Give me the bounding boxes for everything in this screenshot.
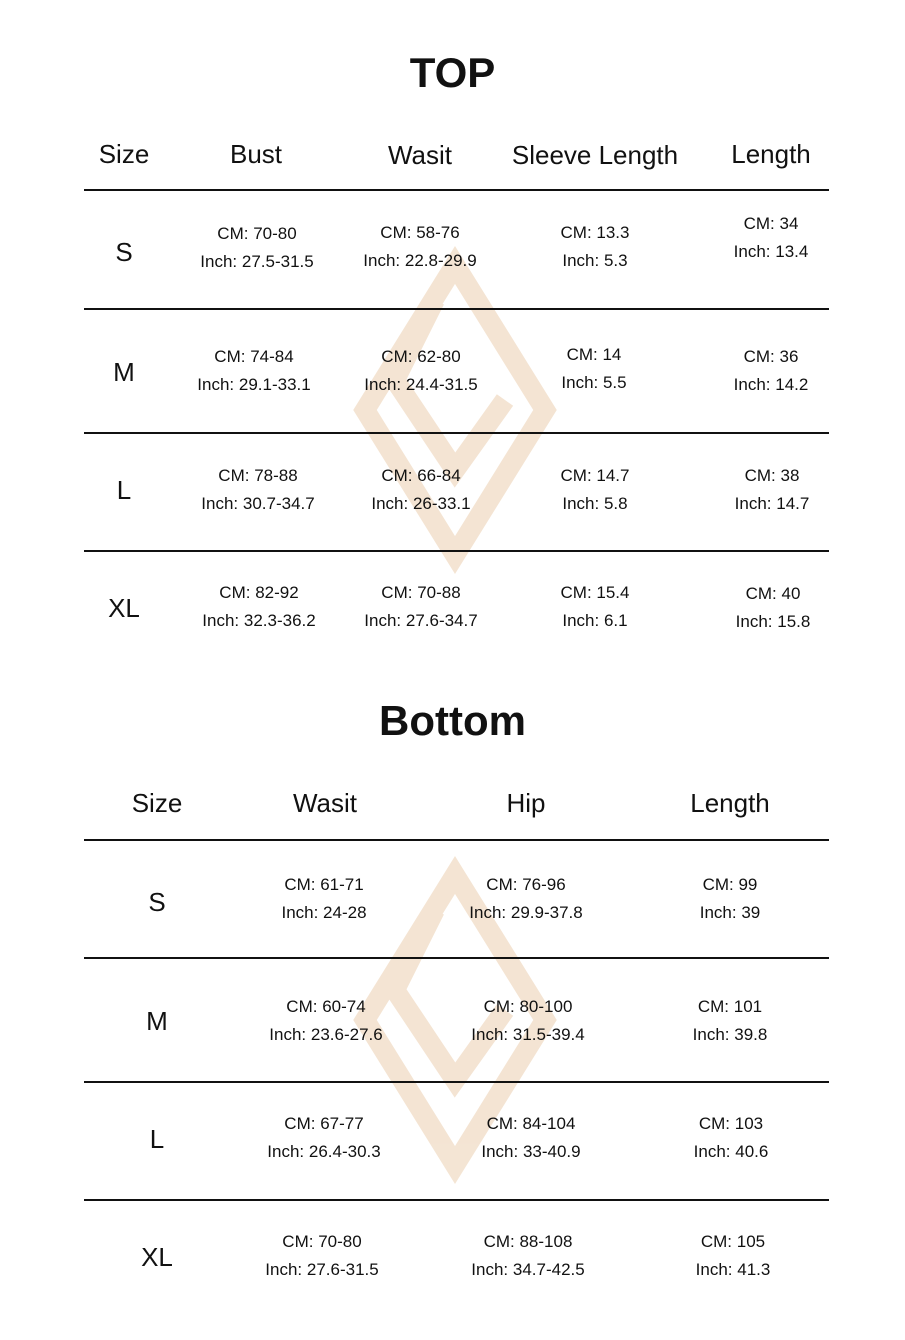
top-row-m-sleeve: CM: 14 Inch: 5.5 (561, 345, 627, 392)
bottom-row-divider (84, 957, 829, 959)
top-section-title: TOP (409, 49, 496, 96)
bottom-row-s-size: S (148, 887, 166, 917)
bottom-header-hip: Hip (506, 788, 546, 818)
top-header-waist: Wasit (387, 140, 453, 170)
top-row-l-length: CM: 38 Inch: 14.7 (734, 466, 810, 513)
top-header-bust: Bust (229, 139, 283, 169)
top-row-divider (84, 432, 829, 434)
top-row-m-waist: CM: 62-80 Inch: 24.4-31.5 (364, 347, 478, 394)
top-header-divider (84, 189, 829, 191)
bottom-row-m-size: M (146, 1006, 168, 1036)
top-header-size: Size (98, 139, 150, 169)
bottom-row-divider (84, 1081, 829, 1083)
bottom-row-l-size: L (149, 1124, 165, 1154)
bottom-header-waist: Wasit (292, 788, 358, 818)
top-header-length: Length (731, 139, 811, 169)
top-row-l-bust: CM: 78-88 Inch: 30.7-34.7 (201, 466, 315, 513)
bottom-row-xl-waist: CM: 70-80 Inch: 27.6-31.5 (265, 1232, 379, 1279)
top-row-xl-waist: CM: 70-88 Inch: 27.6-34.7 (364, 583, 478, 630)
bottom-row-m-length: CM: 101 Inch: 39.8 (692, 997, 768, 1044)
bottom-row-xl-length: CM: 105 Inch: 41.3 (695, 1232, 771, 1279)
top-row-s-length: CM: 34 Inch: 13.4 (733, 214, 809, 261)
bottom-row-m-hip: CM: 80-100 Inch: 31.5-39.4 (471, 997, 585, 1044)
top-row-m-bust: CM: 74-84 Inch: 29.1-33.1 (197, 347, 311, 394)
bottom-row-s-length: CM: 99 Inch: 39 (699, 875, 761, 922)
top-row-l-size: L (116, 475, 132, 505)
bottom-row-xl-hip: CM: 88-108 Inch: 34.7-42.5 (471, 1232, 585, 1279)
bottom-header-size: Size (131, 788, 183, 818)
top-row-s-bust: CM: 70-80 Inch: 27.5-31.5 (200, 224, 314, 271)
top-header-sleeve-length: Sleeve Length (511, 140, 679, 170)
top-row-xl-length: CM: 40 Inch: 15.8 (735, 584, 811, 631)
top-row-xl-bust: CM: 82-92 Inch: 32.3-36.2 (202, 583, 316, 630)
top-row-xl-sleeve: CM: 15.4 Inch: 6.1 (560, 583, 630, 630)
bottom-row-l-length: CM: 103 Inch: 40.6 (693, 1114, 769, 1161)
bottom-header-length: Length (690, 788, 770, 818)
top-row-xl-size: XL (108, 593, 140, 623)
bottom-row-divider (84, 1199, 829, 1201)
top-row-l-waist: CM: 66-84 Inch: 26-33.1 (371, 466, 471, 513)
top-row-s-sleeve: CM: 13.3 Inch: 5.3 (560, 223, 630, 270)
bottom-row-s-waist: CM: 61-71 Inch: 24-28 (281, 875, 367, 922)
bottom-row-m-waist: CM: 60-74 Inch: 23.6-27.6 (269, 997, 383, 1044)
top-row-m-length: CM: 36 Inch: 14.2 (733, 347, 809, 394)
top-row-divider (84, 550, 829, 552)
bottom-row-l-hip: CM: 84-104 Inch: 33-40.9 (481, 1114, 581, 1161)
bottom-row-xl-size: XL (141, 1242, 173, 1272)
top-row-m-size: M (113, 357, 135, 387)
bottom-section-title: Bottom (379, 697, 526, 744)
bottom-row-s-hip: CM: 76-96 Inch: 29.9-37.8 (469, 875, 583, 922)
bottom-header-divider (84, 839, 829, 841)
top-row-divider (84, 308, 829, 310)
top-row-l-sleeve: CM: 14.7 Inch: 5.8 (560, 466, 630, 513)
bottom-row-l-waist: CM: 67-77 Inch: 26.4-30.3 (267, 1114, 381, 1161)
top-row-s-size: S (115, 237, 133, 267)
top-row-s-waist: CM: 58-76 Inch: 22.8-29.9 (363, 223, 477, 270)
